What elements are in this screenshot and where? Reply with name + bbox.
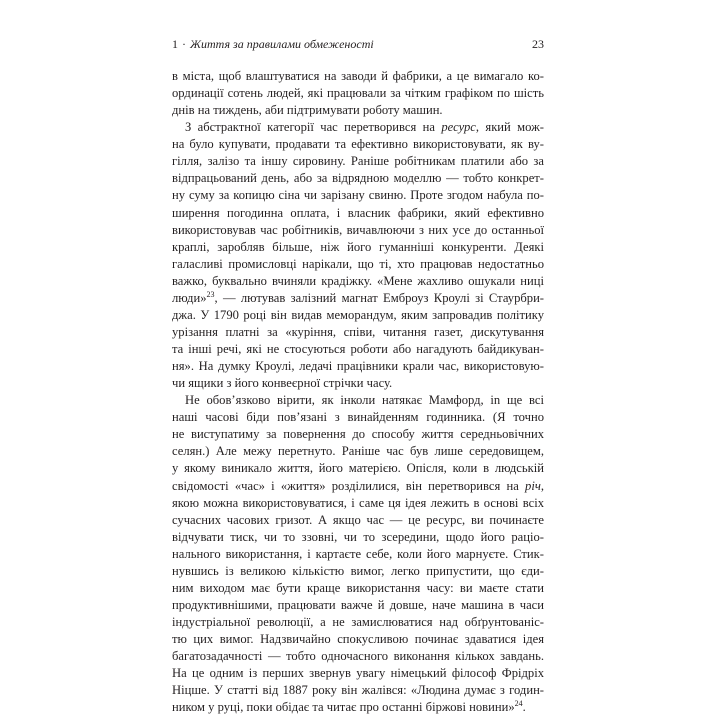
text-line: в міста, щоб влаштуватися на заводи й фабрики, а це вимагало ко- — [172, 69, 544, 83]
text-line: галасливі промисловці нарікали, що ті, хто працював недостатньо — [172, 256, 544, 271]
chapter-number: 1 — [172, 37, 178, 51]
chapter-title: Життя за правилами обмеженості — [190, 37, 374, 51]
text-line: ну суму за копицю сіна чи зарізану свиню. Проте згодом набула по- — [172, 188, 544, 203]
text-line: відпрацьований день, або за відрядною моделлю — тобто конкрет- — [172, 171, 544, 186]
text-line: Не обов’язково вірити, як інколи натякає Мамфорд, in ще всі — [185, 393, 544, 408]
emphasis: ресурс — [441, 120, 476, 135]
text-line: наші часові біди пов’язані з винайденням годинника. (Я точно — [172, 410, 544, 425]
text-line: ним виходом має бути краще використання часу: ви маєте стати — [172, 580, 544, 595]
text-line: нального використання, і картаєте себе, коли його марнуєте. Стик- — [172, 546, 544, 561]
text-line: індустріальної революції, а не замислюватися над обґрунтованіс- — [172, 615, 544, 629]
text-line: гілля, залізо та іншу сировину. Раніше робітникам платили або за — [172, 154, 544, 169]
text-line: З абстрактної категорії час перетворився на ресурс, який мож- — [185, 120, 544, 135]
text-line: ня». На думку Кроулі, ледачі працівники крали час, використовую- — [172, 359, 544, 374]
text-line: люди»$^{23}$, — лютував залізний магнат Емброуз Кроулі зі Стаурбри- — [172, 289, 544, 305]
text-line: урізання платні за «куріння, співи, читання газет, дискутування — [172, 324, 544, 339]
text-line: На це одним із перших звернув увагу німецький філософ Фрідріх — [172, 666, 544, 681]
footnote-ref: 24 — [514, 699, 523, 709]
text-line: свідомості «час» і «життя» розділилися, він перетворився на річ, — [172, 478, 544, 493]
text-line: чи ящики з його конвеєрної стрічки часу. — [172, 376, 393, 391]
text-line: нувшись із великою кількістю вимог, легко припустити, що єди- — [172, 563, 544, 578]
text-line: не виступатиму за повернення до способу життя середньовічних — [172, 427, 544, 442]
text-line: та інші речі, які не стосуються роботи або нагадують байдикуван- — [172, 342, 544, 356]
text-line: багатозадачності — тобто одночасного виконання кількох завдань. — [172, 649, 544, 664]
text-line: джа. У 1790 році він видав меморандум, яким запровадив політику — [172, 307, 544, 322]
text-line: якою можна використовуватися, і саме ця ідея лежить в основі всіх — [172, 495, 544, 510]
text-line: на було купувати, продавати та ефективно використовувати, як ву- — [172, 137, 544, 152]
text-line: ординації сотень людей, які працювали за чітким графіком по шість — [172, 86, 544, 101]
text-line: Ніцше. У статті від 1887 року він жалівся: «Людина думає з годин- — [172, 683, 544, 698]
page-header — [172, 36, 544, 52]
text-line: тю цих вимог. Надзвичайно спокусливою починає здаватися ідея — [172, 632, 544, 647]
page-number: 23 — [532, 37, 544, 51]
emphasis: річ — [525, 478, 541, 493]
text-line: використовував час робітників, вичавлюючи з них усе до останньої — [172, 222, 544, 237]
text-line: у якому виникало життя, його матерією. Опісля, коли в людській — [172, 461, 544, 476]
text-line: сучасних часових гризот. А якщо час — це ресурс, ви починаєте — [172, 512, 544, 527]
footnote-ref: 23 — [206, 289, 215, 299]
header-separator: · — [182, 37, 186, 51]
text-line: ником у руці, поки обідає та читає про останні біржові новини»$^{24}$. — [172, 699, 526, 715]
text-line: продуктивнішими, працювати важче й довше, наче машина в часи — [172, 597, 544, 612]
body-text — [172, 68, 544, 716]
text-line: днів на тиждень, аби підтримувати роботу машин. — [172, 103, 443, 118]
text-line: ширення погодинна оплата, і власник фабрики, який ефективно — [172, 205, 544, 220]
text-line: селян.) Але межу перетнуто. Раніше час був лише середовищем, — [172, 444, 544, 459]
text-line: краплі, заробляв більше, ніж його гуманніші конкуренти. Деякі — [172, 239, 544, 254]
text-line: важко, буквально вчиняли крадіжку. «Мене жахливо ошукали ниці — [172, 273, 544, 288]
text-line: відчувати тиск, чи то ззовні, чи то зсередини, щодо його раціо- — [172, 529, 544, 544]
running-head — [172, 36, 374, 52]
